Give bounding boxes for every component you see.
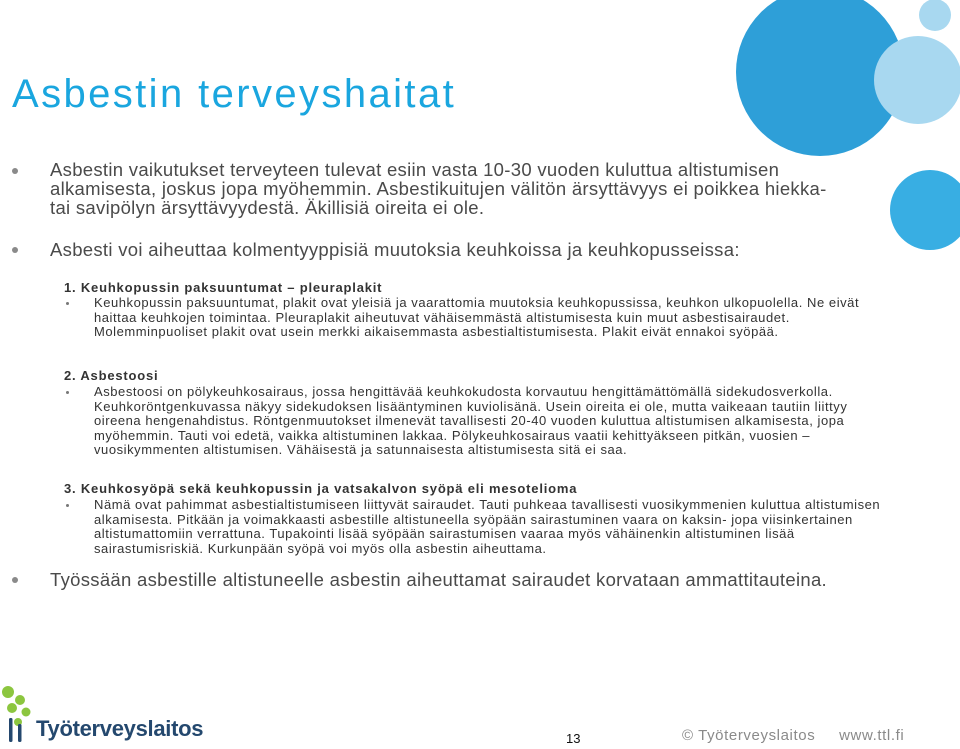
section-1-heading: 1. Keuhkopussin paksuuntumat – pleuraplakit [64, 280, 383, 295]
bullet-dot-icon [66, 302, 69, 305]
bullet-dot-icon [66, 391, 69, 394]
logo-text: Työterveyslaitos [36, 716, 204, 741]
small-light-circle [919, 0, 951, 31]
bullet-types: Asbesti voi aiheuttaa kolmentyyppisiä muutoksia keuhkoissa ja keuhkopusseissa: [50, 239, 740, 260]
slide-title: Asbestin terveyshaitat [12, 72, 457, 116]
bullet-dot-icon [12, 168, 18, 174]
bullet-dot-icon [66, 504, 69, 507]
mid-blue-circle [890, 170, 960, 250]
large-blue-circle [736, 0, 904, 156]
section-2-heading: 2. Asbestoosi [64, 368, 159, 383]
bullet-dot-icon [12, 247, 18, 253]
footer-copyright: © Työterveyslaitos www.ttl.fi [682, 727, 905, 744]
bullet-intro: Asbestin vaikutukset terveyteen tulevat esiin vasta 10-30 vuoden kuluttua altistumisen alkamisesta, joskus jopa myöhemmin. Asbestikuitujen välitön ärsyttävyys ei poikkea hiekka- tai savipölyn ärsyttävyydestä. Äkillisiä oireita ei ole. [50, 159, 827, 218]
bullet-compensation: Työssään asbestille altistuneelle asbestin aiheuttamat sairaudet korvataan ammattitauteina. [50, 569, 827, 590]
section-1-body: Keuhkopussin paksuuntumat, plakit ovat yleisiä ja vaarattomia muutoksia keuhkopussissa, keuhkon ulkopuolella. Ne eivät haittaa keuhkojen toimintaa. Pleuraplakit aiheutuvat vähäisemmästä altistumisesta kuin muut asbestisairaudet. Molemminpuoliset plakit ovat usein merkki aikaisemmasta asbestialtistumisesta. Plakit eivät ennakoi syöpää. [94, 295, 860, 339]
section-3-body: Nämä ovat pahimmat asbestialtistumiseen liittyvät sairaudet. Tauti puhkeaa tavallisesti vuosikymmenien kuluttua altistumisen alkamisesta. Pitkään ja voimakkaasti asbestille altistuneella syöpään sairastuminen vaara on kaksin- jopa viisinkertainen altistumattomiin verrattuna. Tupakointi lisää syöpään sairastumisen vaaraa myös vähäinenkin altistuminen lisää sairastumisriskiä. Kurkunpään syöpä voi myös olla asbestin aiheuttama. [94, 497, 881, 556]
light-blue-circle [874, 36, 960, 124]
section-2-body: Asbestoosi on pölykeuhkosairaus, jossa hengittävää keuhkokudosta korvautuu hengittämättömällä sidekudosverkolla. Keuhkoröntgenkuvassa näkyy sidekudoksen lisääntyminen kuviolisänä. Usein oireita ei ole, mutta vaikeaan tautiin liittyy oireena hengenahdistus. Röntgenmuutokset ilmenevät tavallisesti 20-40 vuoden kuluttua altistumisen alkamisesta, jopa myöhemmin. Tauti voi edetä, vaikka altistuminen lakkaa. Pölykeuhkosairaus vaatii kehittyäkseen pitkän, vuosien – vuosikymmenten altistumisen. Vähäisestä ja satunnaisesta altistumisesta sitä ei saa. [94, 384, 848, 457]
bullet-dot-icon [12, 577, 18, 583]
page-number: 13 [566, 731, 581, 746]
section-3-heading: 3. Keuhkosyöpä sekä keuhkopussin ja vatsakalvon syöpä eli mesotelioma [64, 481, 578, 496]
